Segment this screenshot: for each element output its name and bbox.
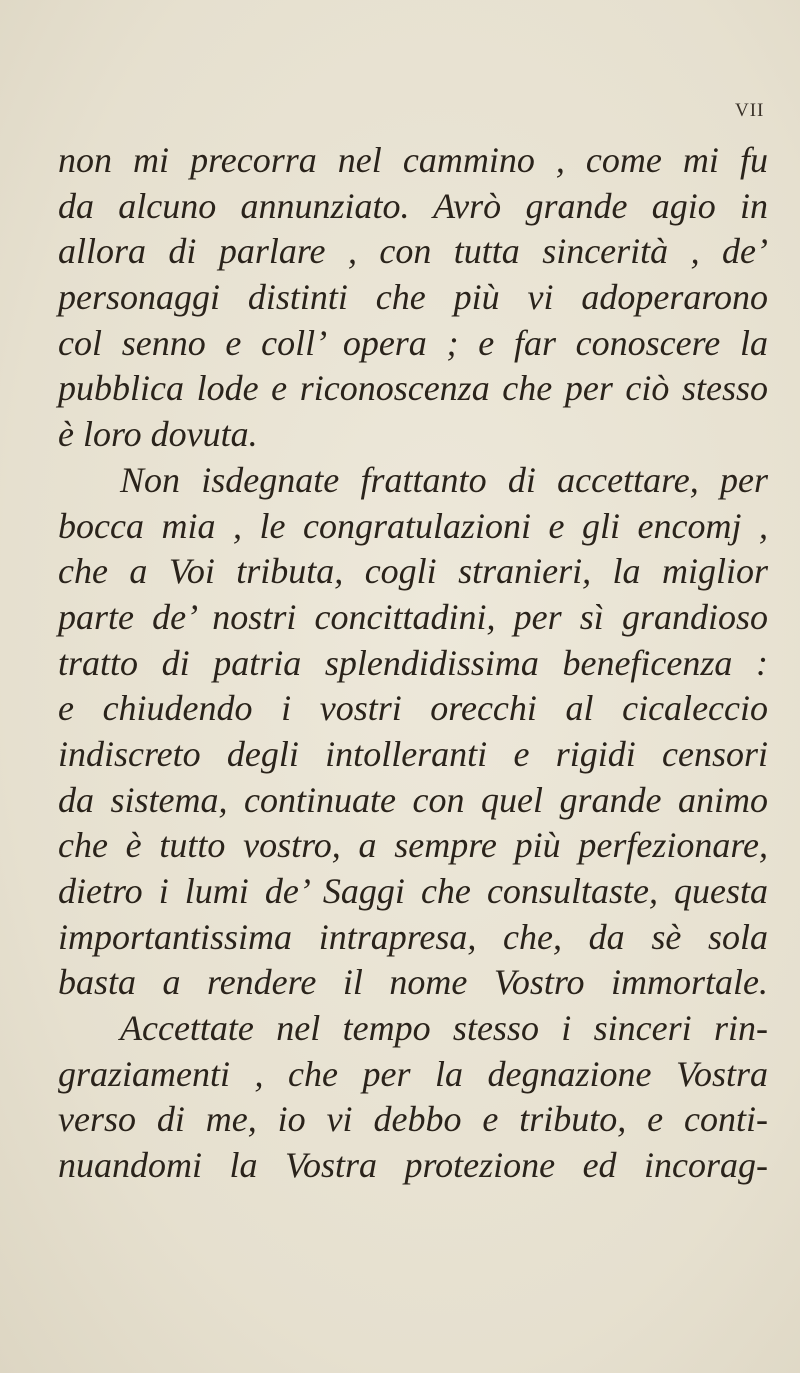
text-line: da sistema, continuate con quel grande animo [58, 779, 768, 820]
text-line: da alcuno annunziato. Avrò grande agio in [58, 185, 768, 226]
text-line: Accettate nel tempo stesso i sinceri rin- [120, 1008, 768, 1049]
text-line: dietro i lumi de’ Saggi che consultaste, questa [58, 871, 768, 911]
text-line: che è tutto vostro, a sempre più perfezionare, [58, 825, 768, 866]
text-line: che a Voi tributa, cogli stranieri, la miglior [58, 551, 768, 592]
text-line: non mi precorra nel cammino , come mi fu [58, 140, 768, 180]
text-line: tratto di patria splendidissima beneficenza : [58, 642, 768, 683]
text-line: bocca mia , le congratulazioni e gli encomj , [58, 505, 768, 546]
text-line: indiscreto degli intolleranti e rigidi censori [58, 733, 768, 774]
text-line: col senno e coll’ opera ; e far conoscere la [58, 322, 768, 363]
body-text [58, 138, 768, 1189]
text-line: Non isdegnate frattanto di accettare, per [120, 459, 768, 500]
text-line: verso di me, io vi debbo e tributo, e conti- [58, 1099, 768, 1140]
text-line: importantissima intrapresa, che, da sè sola [58, 916, 768, 957]
text-line: pubblica lode e riconoscenza che per ciò stesso [58, 368, 768, 409]
page-number: VII [735, 100, 765, 121]
text-line: graziamenti , che per la degnazione Vostra [58, 1053, 768, 1094]
text-line: basta a rendere il nome Vostro immortale. [58, 962, 768, 1003]
text-line: allora di parlare , con tutta sincerità , de’ [58, 231, 768, 272]
text-line: parte de’ nostri concittadini, per sì grandioso [58, 596, 768, 637]
text-line: e chiudendo i vostri orecchi al cicaleccio [58, 688, 768, 729]
text-line: personaggi distinti che più vi adoperarono [58, 277, 768, 318]
text-line: è loro dovuta. [58, 414, 258, 455]
text-line: nuandomi la Vostra protezione ed incorag- [58, 1145, 768, 1186]
